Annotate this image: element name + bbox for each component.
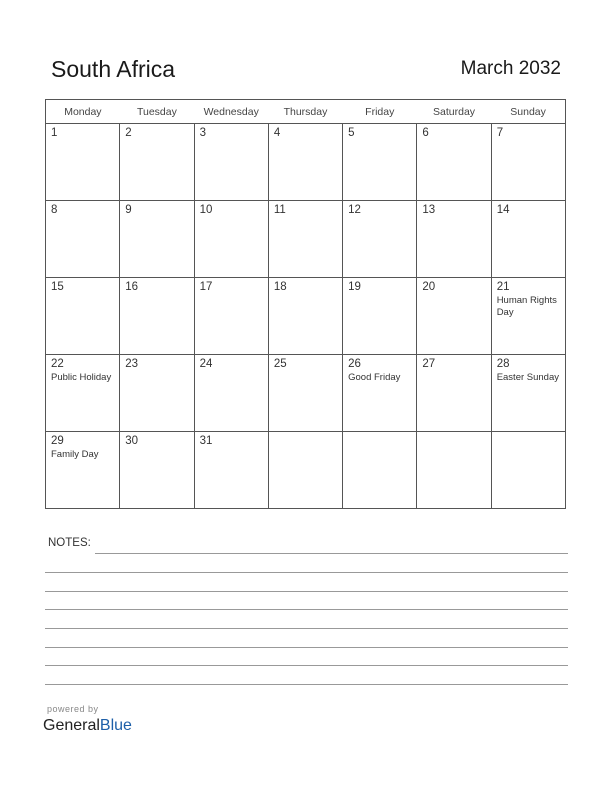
day-cell [417, 355, 491, 432]
brand-blue: Blue [99, 717, 132, 734]
day-number: 20 [422, 281, 436, 293]
holiday-label: Easter Sunday [496, 372, 560, 383]
week-row [46, 432, 566, 509]
note-line [45, 628, 568, 629]
week-row [46, 201, 566, 278]
day-cell [343, 355, 417, 432]
note-line [45, 665, 568, 666]
day-cell [46, 355, 120, 432]
day-number: 17 [199, 281, 213, 293]
day-cell [268, 124, 342, 201]
day-number: 31 [199, 435, 213, 447]
holiday-label: Good Friday [348, 372, 401, 383]
generalblue-logo [43, 717, 132, 735]
day-cell [194, 278, 268, 355]
weekday-header-row [46, 100, 566, 124]
weekday-header: Wednesday [194, 100, 268, 124]
day-cell [120, 201, 194, 278]
day-cell [268, 278, 342, 355]
day-number: 21 [496, 281, 510, 293]
day-number: 26 [348, 358, 361, 370]
holiday-label: Human Rights Day [496, 295, 557, 318]
day-cell [491, 432, 565, 509]
day-number: 28 [496, 358, 510, 370]
day-cell [120, 124, 194, 201]
day-number: 24 [199, 358, 213, 370]
weekday-header: Saturday [417, 100, 491, 124]
day-cell [120, 432, 194, 509]
holiday-label: Public Holiday [51, 372, 112, 383]
month-year-title: March 2032 [460, 58, 561, 79]
day-cell [343, 201, 417, 278]
day-cell [120, 278, 194, 355]
weekday-header: Monday [46, 100, 120, 124]
day-cell [194, 432, 268, 509]
note-line [45, 591, 568, 592]
note-line [95, 553, 568, 554]
day-cell [46, 201, 120, 278]
day-cell [417, 432, 491, 509]
day-number: 16 [125, 281, 139, 293]
day-cell [194, 355, 268, 432]
week-row [46, 124, 566, 201]
weekday-header: Thursday [268, 100, 342, 124]
country-title: South Africa [51, 56, 176, 82]
day-number: 1 [51, 127, 58, 139]
day-cell [343, 432, 417, 509]
holiday-label: Family Day [51, 449, 99, 460]
day-number: 11 [273, 204, 286, 216]
day-number: 13 [422, 204, 436, 216]
day-number: 9 [125, 204, 132, 216]
notes-label: NOTES: [48, 537, 91, 549]
day-cell [417, 278, 491, 355]
day-cell [343, 278, 417, 355]
powered-by-text: powered by [47, 704, 99, 714]
day-number: 10 [199, 204, 213, 216]
week-row [46, 355, 566, 432]
note-line [45, 647, 568, 648]
day-cell [46, 432, 120, 509]
day-number: 18 [273, 281, 287, 293]
day-number: 25 [273, 358, 287, 370]
day-cell [194, 124, 268, 201]
weekday-header: Tuesday [120, 100, 194, 124]
day-cell [491, 278, 565, 355]
day-cell [491, 201, 565, 278]
week-row [46, 278, 566, 355]
day-cell [268, 432, 342, 509]
day-number: 30 [125, 435, 139, 447]
day-number: 7 [496, 127, 504, 139]
day-number: 27 [422, 358, 436, 370]
day-number: 14 [496, 204, 510, 216]
day-cell [491, 124, 565, 201]
day-number: 4 [273, 127, 281, 139]
day-cell [343, 124, 417, 201]
day-cell [46, 278, 120, 355]
day-number: 6 [422, 127, 429, 139]
weekday-header: Sunday [491, 100, 565, 124]
brand-general: General [43, 717, 100, 734]
day-cell [268, 201, 342, 278]
day-number: 22 [51, 358, 64, 370]
day-cell [194, 201, 268, 278]
day-number: 15 [51, 281, 64, 293]
weekday-header: Friday [343, 100, 417, 124]
day-number: 5 [348, 127, 355, 139]
day-number: 3 [199, 127, 206, 139]
day-cell [46, 124, 120, 201]
day-cell [417, 201, 491, 278]
day-number: 19 [348, 281, 361, 293]
note-line [45, 684, 568, 685]
day-number: 23 [125, 358, 139, 370]
day-cell [268, 355, 342, 432]
day-cell [491, 355, 565, 432]
day-number: 8 [51, 204, 58, 216]
day-number: 12 [348, 204, 361, 216]
day-number: 29 [51, 435, 64, 447]
note-line [45, 572, 568, 573]
note-line [45, 609, 568, 610]
day-number: 2 [125, 127, 132, 139]
day-cell [120, 355, 194, 432]
calendar-grid [45, 99, 566, 509]
day-cell [417, 124, 491, 201]
